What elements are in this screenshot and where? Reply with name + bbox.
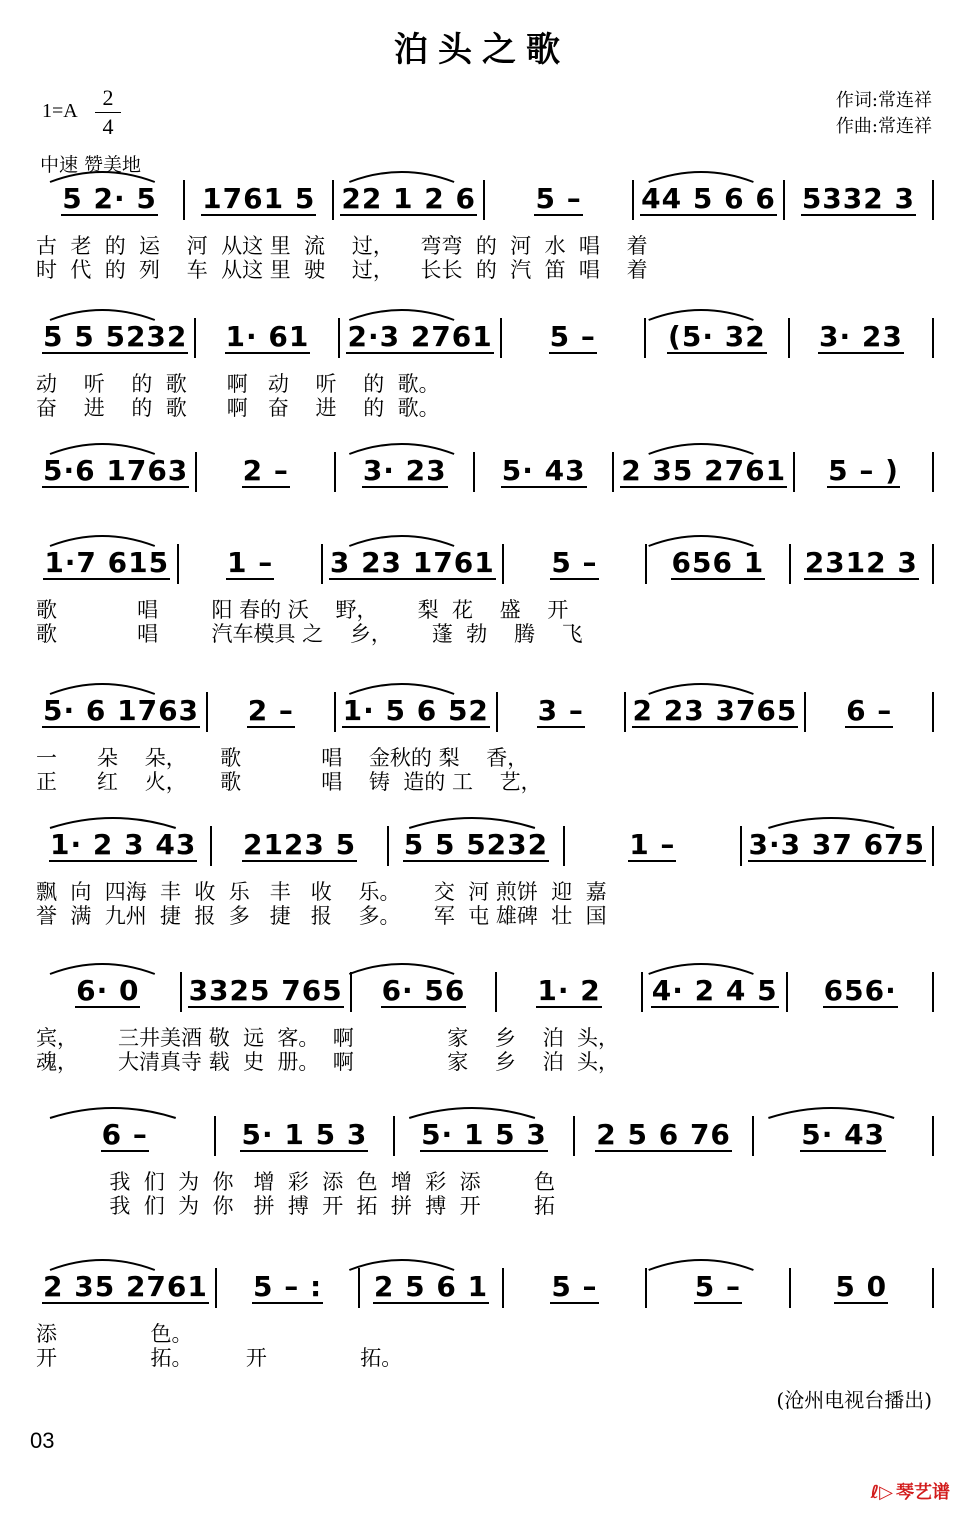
lyrics-verse-1: 一 朵 朵， 歌 唱 金秋的 梨 香， <box>36 746 529 770</box>
measure <box>626 692 807 732</box>
measure-notes: 3325 765 <box>188 974 343 1007</box>
measure <box>336 692 498 732</box>
measure <box>36 452 197 492</box>
lyricist: 作词:常连祥 <box>835 90 932 111</box>
measure-notes: 2312 3 <box>804 546 918 579</box>
measure <box>754 1116 934 1156</box>
page-number: 03 <box>30 1428 55 1453</box>
measure-notes: 2 5 6 1 <box>373 1270 489 1303</box>
measure-notes: 2123 5 <box>242 828 357 861</box>
lyrics-verse-1: 古 老 的 运 河 从这 里 流 过， 弯弯 的 河 水 唱 着 <box>36 234 648 258</box>
measure <box>36 1268 217 1308</box>
lyrics-verse-1: 歌 唱 阳 春的 沃 野， 梨 花 盛 开 <box>36 598 569 622</box>
measure-notes: 656 1 <box>671 546 765 579</box>
measure <box>340 318 501 358</box>
lyrics-verse-2: 歌 唱 汽车模具 之 乡， 蓬 勃 腾 飞 <box>36 622 583 646</box>
measure-notes: 2 35 2761 <box>43 1270 208 1303</box>
measure <box>212 826 388 866</box>
watermark-logo <box>871 1478 950 1504</box>
measure-notes: 1· 2 <box>537 974 601 1007</box>
measure-notes: 5 5 5232 <box>43 320 188 353</box>
lyrics-verse-1: 宾， 三井美酒 敬 远 客。 啊 家 乡 泊 头， <box>36 1026 619 1050</box>
measure-notes: 1761 5 <box>202 182 316 215</box>
measure <box>36 544 179 584</box>
measure <box>36 826 212 866</box>
measure-notes: 5 – <box>549 320 596 353</box>
measure <box>217 1268 360 1308</box>
measure-notes: 2 23 3765 <box>632 694 798 727</box>
measure-notes: 5 – <box>694 1270 741 1303</box>
notation-line <box>36 1116 934 1156</box>
composer: 作曲:常连祥 <box>835 116 932 137</box>
lyrics-verse-1: 添 色。 <box>36 1322 193 1346</box>
lyrics-verse-2: 时 代 的 列 车 从这 里 驶 过， 长长 的 汽 笛 唱 着 <box>36 258 648 282</box>
measure <box>185 180 334 220</box>
broadcast-source: (沧州电视台播出) <box>776 1388 932 1412</box>
measure-notes: 1· 61 <box>225 320 310 353</box>
measure-notes: 5· 1 5 3 <box>421 1118 547 1151</box>
measure-notes: 5 – <box>535 182 582 215</box>
notation-line <box>36 452 934 492</box>
measure <box>475 452 614 492</box>
measure <box>614 452 795 492</box>
measure <box>565 826 741 866</box>
measure <box>485 180 634 220</box>
measure-notes: 22 1 2 6 <box>341 182 476 215</box>
measure <box>360 1268 503 1308</box>
measure <box>179 544 322 584</box>
measure-notes: 5· 43 <box>501 454 586 487</box>
tempo-marking: 中速 赞美地 <box>40 154 142 176</box>
measure <box>790 318 934 358</box>
measure-notes: 5 – <box>551 1270 598 1303</box>
measure <box>788 972 934 1012</box>
measure-notes: 3· 23 <box>819 320 903 353</box>
logo-icon: ℓ▷ <box>870 1482 893 1503</box>
measure <box>36 972 182 1012</box>
measure <box>336 452 475 492</box>
measure <box>647 544 790 584</box>
measure-notes: 44 5 6 6 <box>641 182 776 215</box>
measure-notes: 6· 56 <box>381 974 466 1007</box>
notation-line <box>36 180 934 220</box>
measure <box>216 1116 396 1156</box>
measure <box>196 318 340 358</box>
measure <box>785 180 934 220</box>
measure <box>182 972 352 1012</box>
measure-notes: 5332 3 <box>801 182 915 215</box>
measure-notes: 5 – <box>551 546 598 579</box>
measure <box>36 692 208 732</box>
measure-notes: 5· 1 5 3 <box>241 1118 368 1151</box>
measure <box>791 1268 934 1308</box>
lyrics-verse-1: 我 们 为 你 增 彩 添 色 增 彩 添 色 <box>36 1170 556 1194</box>
lyrics-verse-2: 魂， 大清真寺 载 史 册。 啊 家 乡 泊 头， <box>36 1050 619 1074</box>
measure <box>334 180 485 220</box>
measure-notes: 5 2· 5 <box>62 182 157 215</box>
credits <box>836 88 932 140</box>
measure-notes: 3·3 37 675 <box>748 828 926 861</box>
meter-top: 2 <box>102 85 114 110</box>
lyrics-verse-2: 开 拓。 开 拓。 <box>36 1346 403 1370</box>
measure-notes: 656· <box>823 974 897 1007</box>
measure <box>742 826 935 866</box>
measure-notes: 2·3 2761 <box>347 320 493 353</box>
measure <box>634 180 785 220</box>
lyrics-verse-2: 奋 进 的 歌 啊 奋 进 的 歌。 <box>36 396 440 420</box>
measure <box>395 1116 575 1156</box>
notation-line <box>36 1268 934 1308</box>
measure-notes: 5 0 <box>835 1270 888 1303</box>
measure-notes: 2 – <box>247 694 294 727</box>
measure-notes: 2 5 6 76 <box>596 1118 731 1151</box>
measure-notes: 1 – <box>629 828 676 861</box>
song-title: 泊头之歌 <box>394 30 570 70</box>
measure <box>795 452 934 492</box>
measure-notes: 6· 0 <box>76 974 140 1007</box>
measure-notes: 5· 6 1763 <box>43 694 200 727</box>
measure <box>497 972 643 1012</box>
lyrics-verse-1: 飘 向 四海 丰 收 乐 丰 收 乐。 交 河 煎饼 迎 嘉 <box>36 880 607 904</box>
measure <box>504 1268 647 1308</box>
measure-notes: 4· 2 4 5 <box>651 974 778 1007</box>
measure <box>646 318 790 358</box>
measure <box>352 972 498 1012</box>
notation-line <box>36 318 934 358</box>
measure <box>36 318 196 358</box>
time-signature <box>95 86 121 139</box>
meter-line <box>95 112 121 113</box>
measure-notes: 6 – <box>101 1118 148 1151</box>
notation-line <box>36 972 934 1012</box>
measure-notes: 5· 43 <box>801 1118 886 1151</box>
measure <box>498 692 626 732</box>
measure <box>502 318 646 358</box>
lyrics-verse-2: 正 红 火， 歌 唱 铸 造的 工 艺， <box>36 770 542 794</box>
lyrics-verse-2: 誉 满 九州 捷 报 多 捷 报 多。 军 屯 雄碑 壮 国 <box>36 904 607 928</box>
measure <box>806 692 934 732</box>
measure-notes: 5 – ) <box>828 454 899 487</box>
measure <box>643 972 789 1012</box>
measure <box>208 692 336 732</box>
measure-notes: 2 35 2761 <box>621 454 787 487</box>
notation-line <box>36 826 934 866</box>
lyrics-verse-1: 动 听 的 歌 啊 动 听 的 歌。 <box>36 372 440 396</box>
measure-notes: 6 – <box>846 694 893 727</box>
measure <box>36 1116 216 1156</box>
measure <box>504 544 647 584</box>
measure-notes: 1· 5 6 52 <box>342 694 489 727</box>
measure <box>647 1268 790 1308</box>
meter-bottom: 4 <box>102 114 114 139</box>
measure <box>36 180 185 220</box>
measure-notes: (5· 32 <box>668 320 766 353</box>
notation-line <box>36 544 934 584</box>
measure <box>323 544 504 584</box>
measure-notes: 5 5 5232 <box>403 828 549 861</box>
measure-notes: 5·6 1763 <box>43 454 189 487</box>
notation-line <box>36 692 934 732</box>
watermark-text: 琴艺谱 <box>896 1482 950 1503</box>
measure-notes: 3 – <box>537 694 584 727</box>
measure-notes: 1 – <box>227 546 274 579</box>
measure <box>197 452 336 492</box>
lyrics-verse-2: 我 们 为 你 拼 搏 开 拓 拼 搏 开 拓 <box>36 1194 556 1218</box>
measure-notes: 1·7 615 <box>44 546 170 579</box>
measure <box>389 826 565 866</box>
key-signature: 1=A <box>42 100 78 122</box>
measure-notes: 2 – <box>242 454 289 487</box>
measure <box>575 1116 755 1156</box>
measure-notes: 5 – : <box>252 1270 323 1303</box>
measure-notes: 3 23 1761 <box>329 546 495 579</box>
measure <box>791 544 934 584</box>
measure-notes: 3· 23 <box>362 454 447 487</box>
measure-notes: 1· 2 3 43 <box>50 828 197 861</box>
